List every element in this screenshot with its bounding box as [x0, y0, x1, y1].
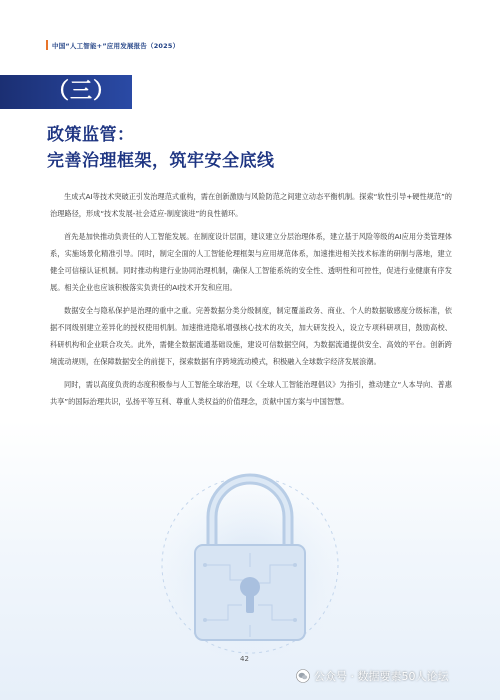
paragraph: 数据安全与隐私保护是治理的重中之重。完善数据分类分级制度，制定覆盖政务、商业、个人的数据敏感度分级标准，依据不同级别建立差异化的授权使用机制。加速推进隐私增强核心技术的攻关，加大研发投入，设立专项科研项目，鼓励高校、科研机构和企业联合攻关。此外，需健全数据流通基础设施，建设可信数据空间，为数据流通提供安全、高效的平台。创新跨境流动规则，在保障数据安全的前提下，探索数据有序跨境流动模式，积极融入全球数字经济发展浪潮。: [50, 306, 452, 366]
page-number: 42: [240, 655, 249, 663]
paragraph: 生成式AI等技术突破正引发治理范式重构，需在创新激励与风险防范之间建立动态平衡机制。探索“软性引导+硬性规范”的治理路径，形成“技术发展-社会适应-制度演进”的良性循环。: [50, 192, 452, 218]
paragraph: 同时，需以高度负责的态度积极参与人工智能全球治理，以《全球人工智能治理倡议》为指引，推动建立“人本导向、普惠共享”的国际治理共识，弘扬平等互利、尊重人类权益的价值理念，贡献中国方案与中国智慧。: [50, 380, 452, 406]
paragraph: 首先是加快推动负责任的人工智能发展。在制度设计层面，建议建立分层治理体系，建立基于风险等级的AI应用分类管理体系，实施场景化精准引导。同时，制定全面的人工智能伦理框架与应用规范体系，加速推进相关技术标准的研制与落地，建立健全可信様认证机制。同时推动构建行业协同治理机制，确保人工智能系统的安全性、透明性和可控性，促进行业健康有序发展。相关企业也应该积极落实负责任的AI技术开发和应用。: [50, 232, 452, 292]
body-text: [50, 188, 452, 416]
section-number: （三）: [47, 79, 117, 104]
report-title: 中国“人工智能+”应用发展报告（2025）: [52, 41, 180, 50]
header-accent-mark: [46, 40, 48, 50]
padlock-icon: [150, 455, 350, 655]
watermark-text: 公众号 · 数据要素50人论坛: [314, 670, 449, 683]
wechat-icon: [296, 669, 310, 683]
section-heading-line2: 完善治理框架，筑牢安全底线: [47, 151, 275, 171]
watermark: [296, 668, 449, 684]
section-heading-line1: 政策监管：: [47, 125, 135, 145]
running-header: [46, 38, 456, 52]
